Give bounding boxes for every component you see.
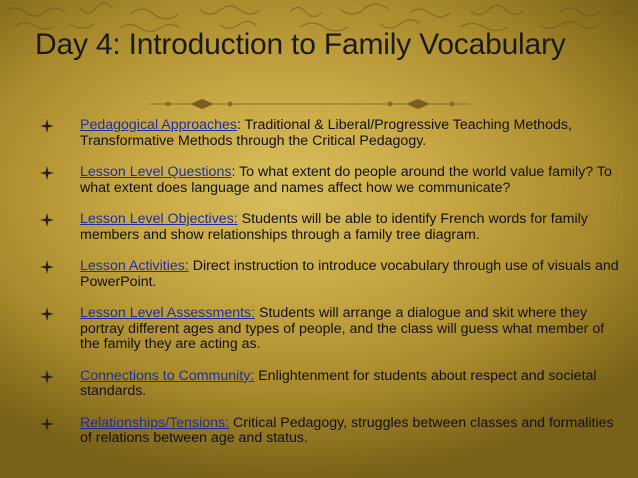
bullet-label: Relationships/Tensions: — [80, 414, 230, 431]
four-point-star-icon — [40, 119, 54, 133]
bullet-label: Lesson Level Assessments: — [80, 305, 256, 321]
bullet-item-pedagogical-approaches — [40, 118, 620, 149]
slide-title: Day 4: Introduction to Family Vocabulary — [35, 28, 566, 61]
four-point-star-icon — [40, 260, 54, 274]
bullet-text: : Traditional & Liberal/Progressive Teaching Methods, Transformative Methods through the Critical Pedagogy. — [80, 117, 572, 149]
four-point-star-icon — [40, 370, 54, 384]
bullet-text: Students will be able to identify French words for family members and show relationships through a family tree diagram. — [80, 211, 588, 243]
four-point-star-icon — [40, 213, 54, 227]
bullet-label: Pedagogical Approaches — [80, 117, 237, 133]
bullet-item-lesson-objectives — [40, 212, 620, 243]
bullet-item-lesson-questions — [40, 165, 620, 196]
bullet-label: Lesson Level Questions — [80, 164, 232, 180]
bullet-item-community-connections — [40, 369, 620, 400]
bullet-label: Lesson Level Objectives: — [80, 211, 238, 227]
four-point-star-icon — [40, 307, 54, 321]
bullet-list — [40, 118, 620, 463]
bullet-item-relationships-tensions — [40, 416, 620, 447]
four-point-star-icon — [40, 417, 54, 431]
bullet-item-lesson-activities — [40, 259, 620, 290]
four-point-star-icon — [40, 166, 54, 180]
bullet-text: Direct instruction to introduce vocabulary through use of visuals and PowerPoint. — [80, 258, 619, 290]
bullet-text: Students will arrange a dialogue and skit where they portray different ages and types of people, and the class will guess what member of the family they are acting as. — [80, 305, 605, 352]
bullet-label: Connections to Community: — [80, 367, 255, 384]
bullet-text: Enlightenment for students about respect and societal standards. — [80, 367, 597, 399]
bullet-label: Lesson Activities: — [80, 258, 189, 274]
bullet-text: Critical Pedagogy, struggles between classes and formalities of relations between age and status. — [80, 414, 614, 446]
bullet-text: : To what extent do people around the world value family? To what extent does language and names affect how we communicate? — [80, 164, 612, 196]
ornamental-divider-icon — [150, 96, 470, 112]
bullet-item-lesson-assessments — [40, 306, 620, 353]
